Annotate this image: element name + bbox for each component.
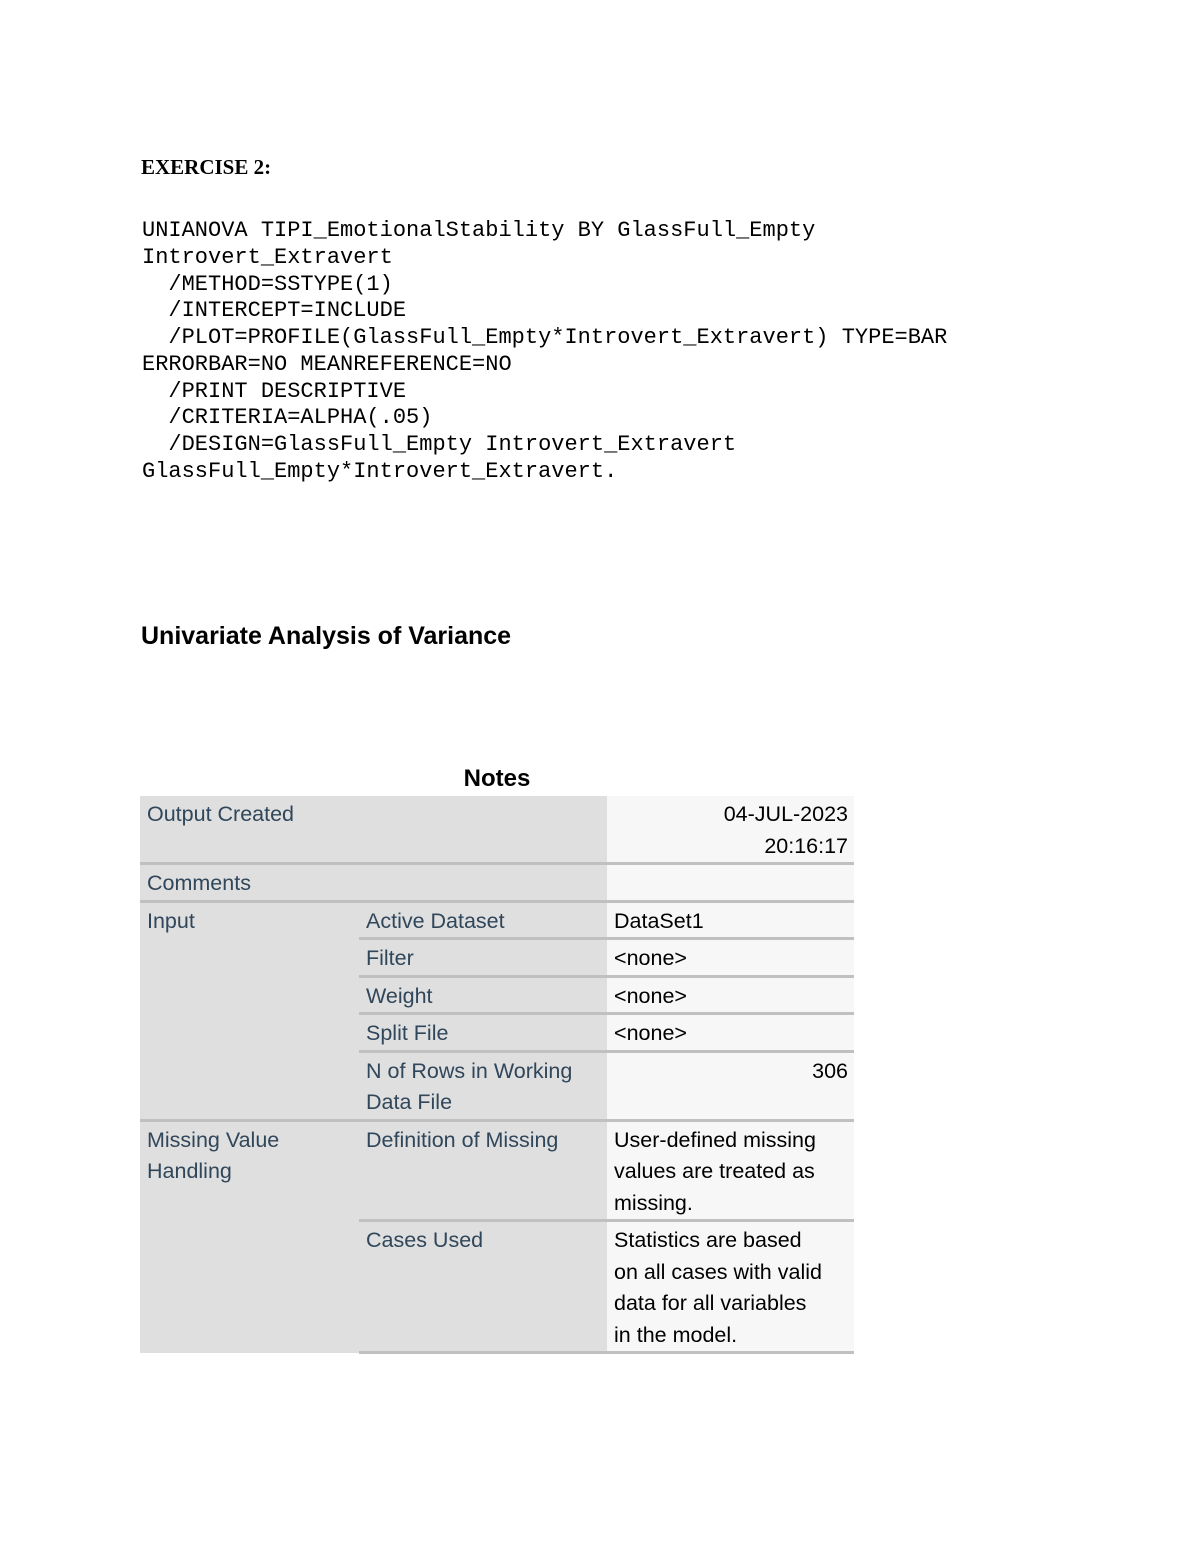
missing-handling-label-line: Missing Value	[147, 1127, 280, 1152]
missing-handling-label	[140, 1120, 359, 1353]
weight-value: <none>	[607, 976, 854, 1014]
cases-used-label: Cases Used	[359, 1221, 607, 1353]
syntax-line: /PRINT DESCRIPTIVE	[142, 378, 407, 404]
cases-used-line: on all cases with valid	[614, 1259, 822, 1284]
missing-handling-label-line: Handling	[147, 1159, 232, 1183]
notes-table	[140, 796, 854, 1354]
syntax-line: /DESIGN=GlassFull_Empty Introvert_Extravert	[142, 432, 737, 457]
filter-value: <none>	[607, 939, 854, 977]
definition-missing-value	[607, 1120, 854, 1221]
syntax-line: ERRORBAR=NO MEANREFERENCE=NO	[142, 351, 512, 377]
cases-used-value	[607, 1221, 854, 1353]
output-created-date: 04-JUL-2023	[723, 802, 849, 826]
syntax-line: Introvert_Extravert	[142, 244, 393, 270]
row-output-created	[140, 796, 854, 864]
split-file-label: Split File	[359, 1014, 607, 1052]
row-comments	[140, 864, 854, 902]
cases-used-line: in the model.	[614, 1322, 738, 1347]
filter-label: Filter	[359, 939, 607, 977]
syntax-line: /CRITERIA=ALPHA(.05)	[142, 405, 433, 431]
active-dataset-value: DataSet1	[607, 901, 854, 939]
definition-missing-line: missing.	[614, 1190, 693, 1215]
n-rows-value: 306	[607, 1051, 854, 1120]
active-dataset-label: Active Dataset	[359, 901, 607, 939]
comments-label: Comments	[140, 864, 607, 902]
syntax-block	[142, 218, 947, 486]
n-rows-label-line: N of Rows in Working	[366, 1058, 573, 1083]
syntax-line: /PLOT=PROFILE(GlassFull_Empty*Introvert_Extravert) TYPE=BAR	[142, 325, 948, 350]
syntax-line: /INTERCEPT=INCLUDE	[142, 298, 407, 324]
output-created-time: 20:16:17	[764, 833, 849, 858]
definition-missing-label: Definition of Missing	[359, 1120, 607, 1221]
exercise-heading: EXERCISE 2:	[141, 155, 272, 179]
definition-missing-line: values are treated as	[614, 1159, 815, 1183]
cases-used-line: Statistics are based	[614, 1228, 802, 1252]
definition-missing-line: User-defined missing	[614, 1127, 816, 1152]
weight-label: Weight	[359, 976, 607, 1014]
row-active-dataset	[140, 901, 854, 939]
split-file-value: <none>	[607, 1014, 854, 1052]
syntax-line: UNIANOVA TIPI_EmotionalStability BY GlassFull_Empty	[142, 218, 816, 243]
row-definition-missing	[140, 1120, 854, 1221]
section-title: Univariate Analysis of Variance	[141, 622, 512, 650]
notes-caption: Notes	[463, 765, 531, 792]
output-created-value	[607, 796, 854, 864]
cases-used-line: data for all variables	[614, 1291, 807, 1315]
input-label: Input	[140, 901, 359, 1120]
output-created-label: Output Created	[140, 796, 607, 864]
syntax-line: /METHOD=SSTYPE(1)	[142, 271, 393, 297]
n-rows-label-line: Data File	[366, 1090, 453, 1114]
comments-value	[607, 864, 854, 902]
syntax-line: GlassFull_Empty*Introvert_Extravert.	[142, 458, 618, 484]
n-rows-label	[359, 1051, 607, 1120]
